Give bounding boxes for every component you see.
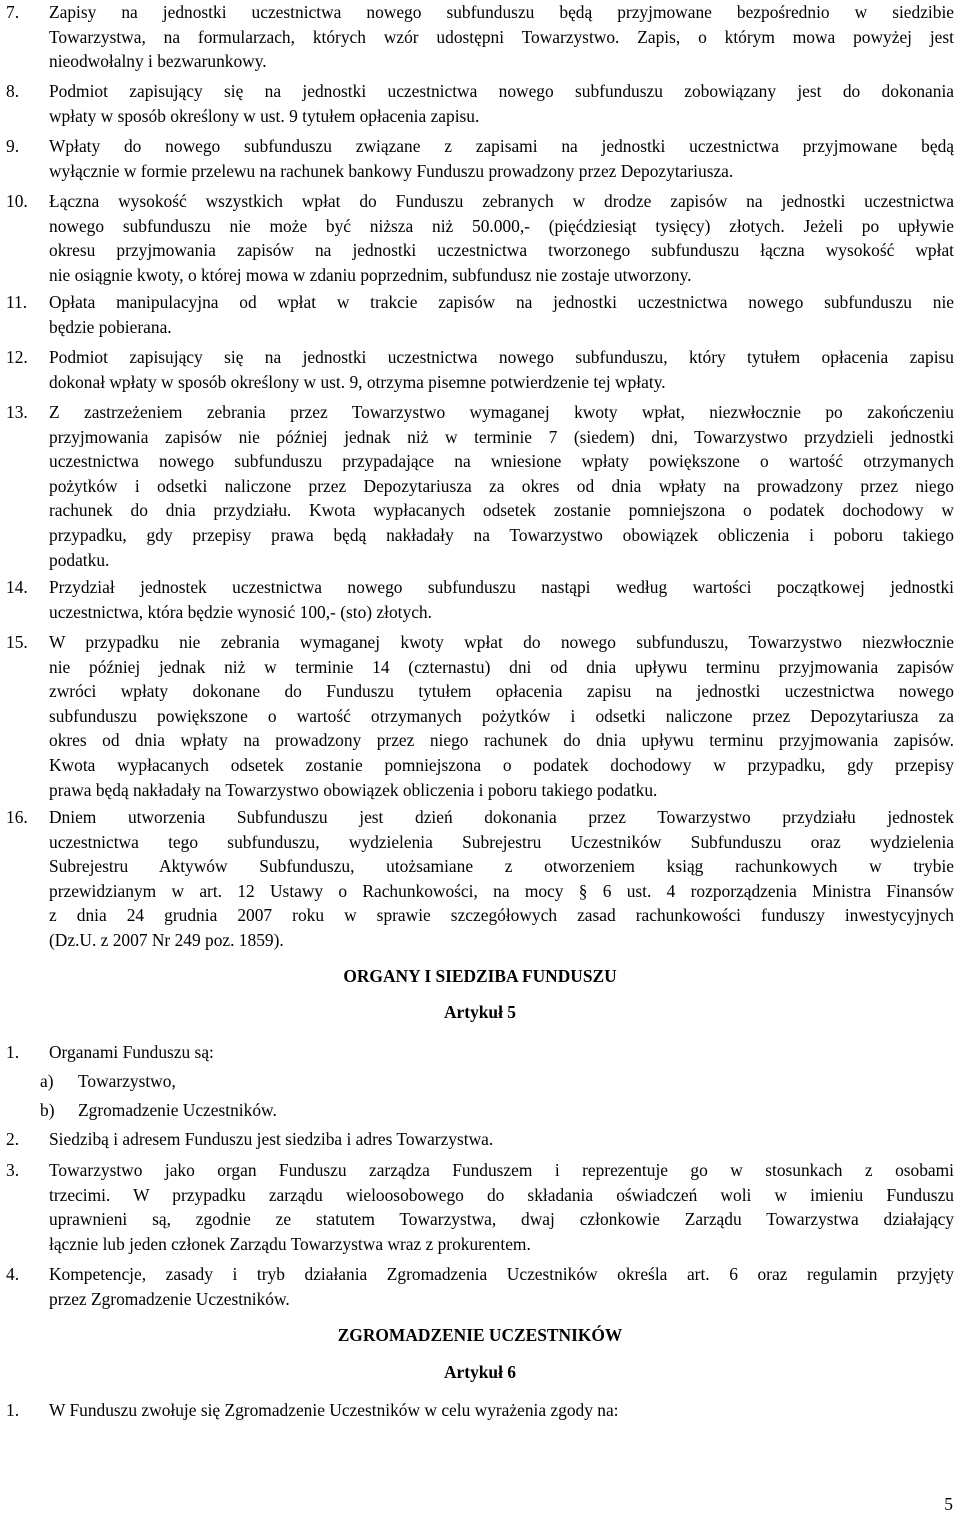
item-line: okres od dnia wpłaty na prowadzony przez niego rachunek do dnia upływu terminu przyjmowania zapisów. xyxy=(49,730,954,751)
item-line: Dniem utworzenia Subfunduszu jest dzień dokonania przez Towarzystwo przydziału jednostek xyxy=(49,807,954,827)
article-5-heading: Artykuł 5 xyxy=(444,1002,516,1022)
item-line: wpłaty w sposób określony w ust. 9 tytułem opłacenia zapisu. xyxy=(49,105,480,126)
item-line: Organami Funduszu są: xyxy=(49,1042,214,1062)
item-line: uczestnictwa tego subfunduszu, wydzielenia Subrejestru Uczestników Subfunduszu oraz wydzielenia xyxy=(49,831,954,852)
sub-item-text: Zgromadzenie Uczestników. xyxy=(78,1100,277,1120)
item-number: 14. xyxy=(6,577,28,597)
item-line: zwróci wpłaty dokonane do Funduszu tytułem opłacenia zapisu na jednostki uczestnictwa nowego xyxy=(49,681,954,702)
item-number: 11. xyxy=(6,292,28,312)
item-number: 10. xyxy=(6,191,28,211)
item-number: 4. xyxy=(6,1264,20,1284)
item-line: Podmiot zapisujący się na jednostki uczestnictwa nowego subfunduszu zobowiązany jest do dokonania xyxy=(49,81,954,101)
item-number: 1. xyxy=(6,1042,20,1062)
item-line: uczestnictwa nowego subfunduszu przypadające na wniesione wpłaty powiększone o wartość otrzymanych xyxy=(49,451,954,472)
item-number: 12. xyxy=(6,347,28,367)
item-line: nie później jednak niż w terminie 14 (czternastu) dni od dnia upływu terminu przyjmowania zapisów xyxy=(49,656,954,677)
item-line: Towarzystwa, na formularzach, których wzór udostępni Towarzystwo. Zapis, o którym mowa powyżej jest xyxy=(49,26,954,47)
sub-item-letter: a) xyxy=(40,1071,54,1091)
item-line: dokonał wpłaty w sposób określony w ust. 9, otrzyma pisemne potwierdzenie tej wpłaty. xyxy=(49,371,666,392)
item-line: W przypadku nie zebrania wymaganej kwoty wpłat do nowego subfunduszu, Towarzystwo niezwłocznie xyxy=(49,632,954,652)
item-line: pożytków i odsetki naliczone przez Depozytariusza za okres od dnia wpłaty na prowadzony przez niego xyxy=(49,475,954,496)
sub-item-text: Towarzystwo, xyxy=(78,1071,176,1091)
item-line: (Dz.U. z 2007 Nr 249 poz. 1859). xyxy=(49,929,284,950)
item-number: 8. xyxy=(6,81,20,101)
item-line: nie osiągnie kwoty, o której mowa w zdaniu poprzednim, subfundusz nie zostaje utworzony. xyxy=(49,264,692,285)
item-number: 7. xyxy=(6,2,20,22)
item-line: Opłata manipulacyjna od wpłat w trakcie zapisów na jednostki uczestnictwa nowego subfunduszu nie xyxy=(49,292,954,312)
item-line: trzecimi. W przypadku zarządu wieloosobowego do składania oświadczeń woli w imieniu Funduszu xyxy=(49,1184,954,1205)
item-line: Kompetencje, zasady i tryb działania Zgromadzenia Uczestników określa art. 6 oraz regulamin przyjęty xyxy=(49,1264,954,1284)
item-number: 16. xyxy=(6,807,28,827)
item-line: Łączna wysokość wszystkich wpłat do Funduszu zebranych w drodze zapisów na jednostki uczestnictwa xyxy=(49,191,954,211)
item-line: łącznie lub jeden członek Zarządu Towarzystwa wraz z prokurentem. xyxy=(49,1233,531,1254)
item-line: uprawnieni są, zgodnie ze statutem Towarzystwa, dwaj członkowie Zarządu Towarzystwa działający xyxy=(49,1209,954,1230)
item-number: 2. xyxy=(6,1129,20,1149)
section-title-zgromadzenie: ZGROMADZENIE UCZESTNIKÓW xyxy=(337,1325,623,1345)
item-line: Subrejestru Aktywów Subfunduszu, utożsamiane z otworzeniem ksiąg rachunkowych w trybie xyxy=(49,856,954,877)
item-line: okresu przyjmowania zapisów na jednostki uczestnictwa tworzonego subfunduszu łączna wysokość wpłat xyxy=(49,240,954,261)
item-line: podatku. xyxy=(49,549,110,570)
item-line: wyłącznie w formie przelewu na rachunek bankowy Funduszu prowadzony przez Depozytariusza. xyxy=(49,160,734,181)
item-line: Wpłaty do nowego subfunduszu związane z zapisami na jednostki uczestnictwa przyjmowane będą xyxy=(49,136,954,156)
item-number: 13. xyxy=(6,402,28,422)
item-line: Kwota wypłacanych odsetek zostanie pomniejszona o podatek dochodowy w przypadku, gdy przepisy xyxy=(49,754,954,775)
page-number: 5 xyxy=(944,1494,953,1514)
item-line: Przydział jednostek uczestnictwa nowego subfunduszu nastąpi według wartości początkowej jednostki xyxy=(49,577,954,597)
item-line: Zapisy na jednostki uczestnictwa nowego subfunduszu będą przyjmowane bezpośrednio w siedzibie xyxy=(49,2,954,22)
item-line: przez Zgromadzenie Uczestników. xyxy=(49,1288,290,1309)
item-line: z dnia 24 grudnia 2007 roku w sprawie szczegółowych zasad rachunkowości funduszy inwestycyjnych xyxy=(49,905,954,926)
item-number: 9. xyxy=(6,136,20,156)
article-6-heading: Artykuł 6 xyxy=(444,1362,516,1382)
item-number: 15. xyxy=(6,632,28,652)
item-line: Siedzibą i adresem Funduszu jest siedziba i adres Towarzystwa. xyxy=(49,1129,494,1149)
item-line: W Funduszu zwołuje się Zgromadzenie Uczestników w celu wyrażenia zgody na: xyxy=(49,1400,619,1420)
item-line: uczestnictwa, która będzie wynosić 100,- (sto) złotych. xyxy=(49,601,432,622)
item-line: przypadku, gdy przepisy prawa będą nakładały na Towarzystwo obowiązek obliczenia i poboru takiego xyxy=(49,524,954,545)
item-line: Z zastrzeżeniem zebrania przez Towarzystwo wymaganej kwoty wpłat, niezwłocznie po zakończeniu xyxy=(49,402,954,422)
item-line: rachunek do dnia przydziału. Kwota wypłacanych odsetek zostanie pomniejszona o podatek dochodowy w xyxy=(49,500,954,521)
sub-item-letter: b) xyxy=(40,1100,55,1120)
item-line: nowego subfunduszu nie może być niższa niż 50.000,- (pięćdziesiąt tysięcy) złotych. Jeżeli po upływie xyxy=(49,215,954,236)
section-title-organy: ORGANY I SIEDZIBA FUNDUSZU xyxy=(343,966,617,986)
item-line: subfunduszu powiększone o wartość otrzymanych pożytków i odsetki naliczone przez Depozytariusza za xyxy=(49,705,954,726)
item-line: Podmiot zapisujący się na jednostki uczestnictwa nowego subfunduszu, który tytułem opłacenia zapisu xyxy=(49,347,954,367)
item-line: będzie pobierana. xyxy=(49,316,172,337)
item-line: przyjmowania zapisów nie później jednak niż w terminie 7 (siedem) dni, Towarzystwo przydzieli jednostki xyxy=(49,426,954,447)
item-line: nieodwołalny i bezwarunkowy. xyxy=(49,51,267,72)
item-line: prawa będą nakładały na Towarzystwo obowiązek obliczenia i poboru takiego podatku. xyxy=(49,779,658,800)
item-line: przewidzianym w art. 12 Ustawy o Rachunkowości, na mocy § 6 ust. 4 rozporządzenia Ministra Finansów xyxy=(49,880,954,901)
item-line: Towarzystwo jako organ Funduszu zarządza Funduszem i reprezentuje go w stosunkach z osobami xyxy=(49,1160,954,1180)
item-number: 1. xyxy=(6,1400,20,1420)
item-number: 3. xyxy=(6,1160,20,1180)
